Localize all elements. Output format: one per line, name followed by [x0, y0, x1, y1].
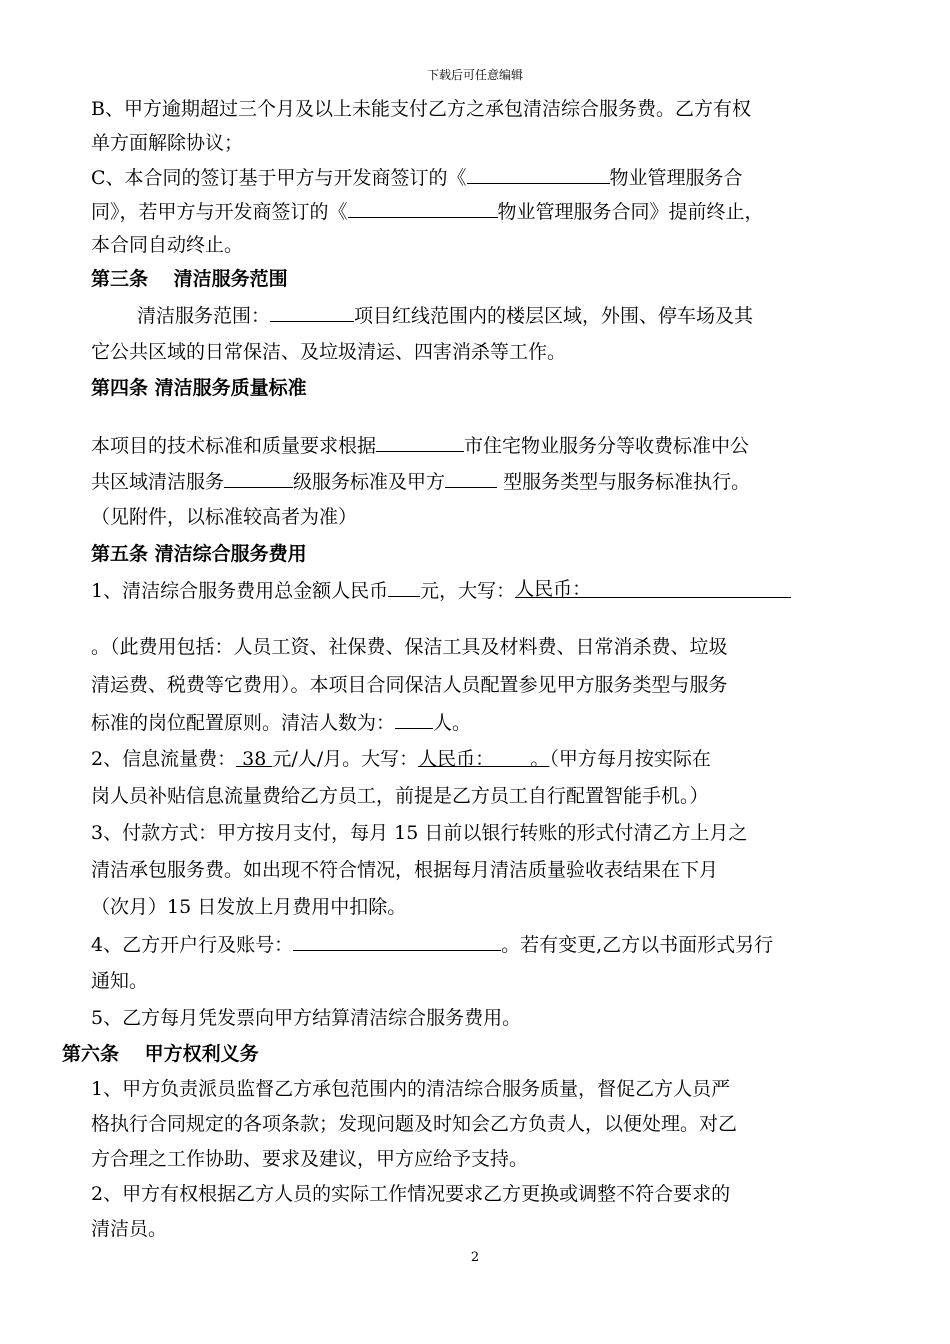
paragraph-line: 3、付款方式：甲方按月支付，每月 15 日前以银行转账的形式付清乙方上月之 [91, 822, 748, 844]
paragraph-line: 。（此费用包括：人员工资、社保费、保洁工具及材料费、日常消杀费、垃圾 [91, 636, 728, 658]
paragraph-line [137, 303, 753, 328]
text-run: 元，大写： [420, 580, 516, 602]
article-5-heading: 第五条 清洁综合服务费用 [91, 543, 307, 565]
paragraph-line [91, 433, 749, 458]
text-run: 本项目的技术标准和质量要求根据 [91, 435, 377, 457]
paragraph-line: 清洁员。 [91, 1218, 168, 1240]
paragraph-line: 方合理之工作协助、要求及建议，甲方应给予支持。 [91, 1148, 529, 1170]
fill-in-blank [388, 578, 420, 597]
text-run: 清洁服务范围： [137, 305, 271, 327]
paragraph-line [91, 165, 743, 190]
paragraph-line: 通知。 [91, 970, 149, 992]
fill-in-blank [376, 433, 464, 452]
text-run: 物业管理服务合同》提前终止， [497, 201, 764, 223]
fill-in-blank [395, 710, 433, 729]
paragraph-line: 清洁承包服务费。如出现不符合情况，根据每月清洁质量验收表结果在下月 [91, 859, 719, 881]
text-run: C、本合同的签订基于甲方与开发商签订的《 [91, 167, 467, 189]
paragraph-line: 清运费、税费等它费用）。本项目合同保洁人员配置参见甲方服务类型与服务 [91, 674, 728, 696]
text-run: （甲方每月按实际在 [549, 748, 711, 770]
paragraph-line [91, 710, 471, 735]
text-run: 4、乙方开户行及账号： [91, 934, 294, 956]
fill-in-blank [445, 469, 497, 488]
paragraph-line: 1、甲方负责派员监督乙方承包范围内的清洁综合服务质量，督促乙方人员严 [91, 1078, 731, 1100]
text-run: 项目红线范围内的楼层区域，外围、停车场及其 [354, 305, 754, 327]
paragraph-line: （见附件，以标准较高者为准） [91, 506, 358, 528]
text-run: 。若有变更,乙方以书面形式另行 [501, 934, 774, 956]
filled-value: 38 [236, 748, 273, 770]
paragraph-line [91, 578, 861, 603]
page-number: 2 [470, 1250, 480, 1265]
paragraph-line: 本合同自动终止。 [91, 234, 244, 256]
text-run: 标准的岗位配置原则。清洁人数为： [91, 712, 396, 734]
text-run: 同》，若甲方与开发商签订的《 [91, 201, 348, 223]
paragraph-line: 格执行合同规定的各项条款；发现问题及时知会乙方负责人，以便处理。对乙 [91, 1113, 738, 1135]
text-run: 市住宅物业服务分等收费标准中公 [464, 435, 750, 457]
paragraph-line [91, 469, 750, 494]
fill-in-blank [224, 469, 293, 488]
fill-in-blank [270, 303, 354, 322]
paragraph-line [91, 747, 711, 771]
paragraph-line: 5、乙方每月凭发票向甲方结算清洁综合服务费用。 [91, 1007, 522, 1029]
article-6-heading: 第六条 甲方权利义务 [62, 1043, 259, 1065]
article-3-heading: 第三条 清洁服务范围 [91, 268, 288, 290]
fill-in-blank [467, 165, 610, 184]
text-run: 元/人/月。大写： [272, 748, 419, 770]
paragraph-line: 它公共区域的日常保洁、及垃圾清运、四害消杀等工作。 [91, 341, 567, 363]
text-run: 人民币： [515, 578, 592, 600]
paragraph-line: 单方面解除协议； [91, 132, 244, 154]
fill-in-blank [515, 579, 791, 598]
paragraph-line [91, 199, 764, 224]
text-run: 共区域清洁服务 [91, 471, 225, 493]
paragraph-line: B、甲方逾期超过三个月及以上未能支付乙方之承包清洁综合服务费。乙方有权 [91, 98, 751, 120]
paragraph-line: （次月）15 日发放上月费用中扣除。 [91, 896, 407, 918]
paragraph-line: 岗人员补贴信息流量费给乙方员工，前提是乙方员工自行配置智能手机。） [91, 785, 709, 807]
fill-in-blank [293, 932, 501, 951]
fill-in-blank [348, 199, 498, 218]
text-run: 2、信息流量费： [91, 748, 237, 770]
paragraph-line [91, 932, 773, 957]
text-run: 人。 [433, 712, 472, 734]
text-run: 物业管理服务合 [609, 167, 743, 189]
text-run: 级服务标准及甲方 [293, 471, 446, 493]
article-4-heading: 第四条 清洁服务质量标准 [91, 377, 307, 399]
text-run: 型服务类型与服务标准执行。 [497, 471, 751, 493]
filled-value: 人民币： 。 [418, 748, 550, 770]
paragraph-line: 2、甲方有权根据乙方人员的实际工作情况要求乙方更换或调整不符合要求的 [91, 1183, 731, 1205]
text-run: 1、清洁综合服务费用总金额人民币 [91, 580, 389, 602]
page-header: 下载后可任意编辑 [426, 68, 523, 82]
